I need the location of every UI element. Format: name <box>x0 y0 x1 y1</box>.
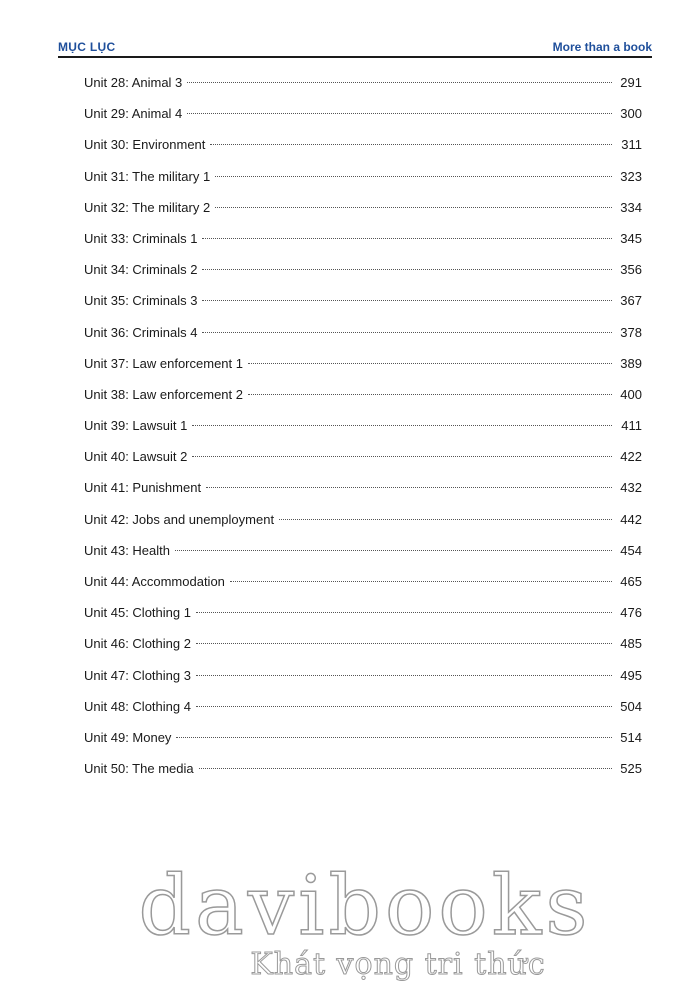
toc-entry-page: 514 <box>620 729 642 745</box>
toc-leader-dots <box>202 269 612 270</box>
toc-entry-page: 495 <box>620 667 642 683</box>
toc-leader-dots <box>279 519 612 520</box>
toc-entry-page: 291 <box>620 75 642 90</box>
toc-entry-page: 422 <box>620 449 642 465</box>
toc-leader-dots <box>248 394 612 395</box>
toc-entry-title: Unit 28: Animal 3 <box>84 75 183 90</box>
page-header <box>58 38 652 58</box>
toc-entry-title: Unit 42: Jobs and unemployment <box>84 511 275 527</box>
toc-entry-page: 442 <box>620 511 642 527</box>
toc-leader-dots <box>199 768 612 769</box>
toc-leader-dots <box>248 363 612 364</box>
book-tagline: More than a book <box>552 40 652 54</box>
toc-entry[interactable] <box>84 354 642 385</box>
toc-entry-title: Unit 44: Accommodation <box>84 574 225 589</box>
table-of-contents <box>84 73 642 790</box>
toc-leader-dots <box>230 581 612 582</box>
toc-entry[interactable] <box>84 728 642 759</box>
toc-leader-dots <box>187 82 612 83</box>
toc-entry[interactable] <box>84 572 642 603</box>
toc-entry-page: 400 <box>620 386 642 402</box>
toc-leader-dots <box>206 487 612 488</box>
toc-entry-page: 356 <box>620 262 642 278</box>
toc-entry-page: 300 <box>620 106 642 122</box>
toc-leader-dots <box>202 238 612 239</box>
toc-entry-page: 454 <box>620 542 642 558</box>
toc-entry[interactable] <box>84 759 642 790</box>
toc-entry-page: 411 <box>621 418 642 434</box>
toc-entry-page: 485 <box>620 636 642 652</box>
toc-entry-title: Unit 35: Criminals 3 <box>84 293 198 309</box>
toc-leader-dots <box>196 643 612 644</box>
toc-entry-page: 334 <box>620 199 642 215</box>
toc-entry[interactable] <box>84 229 642 260</box>
toc-entry[interactable] <box>84 666 642 697</box>
toc-entry-title: Unit 38: Law enforcement 2 <box>84 386 243 402</box>
toc-entry-page: 311 <box>621 137 642 153</box>
watermark-logo: davibooks <box>138 859 592 954</box>
toc-entry-page: 465 <box>620 574 642 589</box>
toc-leader-dots <box>187 113 612 114</box>
toc-entry-title: Unit 32: The military 2 <box>84 199 211 215</box>
toc-entry[interactable] <box>84 510 642 541</box>
toc-entry[interactable] <box>84 73 642 104</box>
toc-entry[interactable] <box>84 541 642 572</box>
toc-leader-dots <box>176 737 612 738</box>
toc-leader-dots <box>192 456 612 457</box>
toc-entry[interactable] <box>84 135 642 166</box>
toc-entry[interactable] <box>84 260 642 291</box>
toc-entry-title: Unit 31: The military 1 <box>84 168 211 184</box>
toc-leader-dots <box>196 706 612 707</box>
toc-entry[interactable] <box>84 385 642 416</box>
toc-entry-title: Unit 40: Lawsuit 2 <box>84 449 188 465</box>
toc-entry-page: 367 <box>620 293 642 309</box>
toc-entry-title: Unit 49: Money <box>84 729 172 745</box>
toc-entry-title: Unit 36: Criminals 4 <box>84 324 198 340</box>
toc-leader-dots <box>202 300 612 301</box>
toc-entry-page: 323 <box>620 168 642 184</box>
toc-leader-dots <box>215 207 612 208</box>
toc-entry-title: Unit 37: Law enforcement 1 <box>84 355 243 371</box>
toc-entry-page: 378 <box>620 324 642 340</box>
toc-entry-title: Unit 41: Punishment <box>84 480 202 496</box>
watermark-slogan: Khát vọng tri thức <box>250 947 546 982</box>
section-title: MỤC LỤC <box>58 40 116 54</box>
toc-entry[interactable] <box>84 697 642 728</box>
toc-entry-title: Unit 30: Environment <box>84 137 206 153</box>
toc-entry-title: Unit 34: Criminals 2 <box>84 262 198 278</box>
watermark <box>0 859 700 982</box>
toc-entry[interactable] <box>84 478 642 509</box>
toc-leader-dots <box>192 425 612 426</box>
toc-entry[interactable] <box>84 416 642 447</box>
toc-entry-title: Unit 43: Health <box>84 542 170 558</box>
toc-leader-dots <box>196 675 612 676</box>
toc-entry-title: Unit 33: Criminals 1 <box>84 230 198 246</box>
toc-leader-dots <box>215 176 612 177</box>
toc-entry-page: 525 <box>620 761 642 777</box>
toc-entry-title: Unit 46: Clothing 2 <box>84 636 191 652</box>
toc-entry-title: Unit 39: Lawsuit 1 <box>84 418 188 434</box>
toc-entry-page: 476 <box>620 605 642 621</box>
toc-entry[interactable] <box>84 323 642 354</box>
toc-entry[interactable] <box>84 603 642 634</box>
toc-entry-title: Unit 48: Clothing 4 <box>84 698 191 714</box>
toc-entry-page: 345 <box>620 230 642 246</box>
toc-entry[interactable] <box>84 167 642 198</box>
toc-leader-dots <box>202 332 612 333</box>
toc-entry[interactable] <box>84 447 642 478</box>
toc-entry-title: Unit 29: Animal 4 <box>84 106 183 122</box>
toc-entry[interactable] <box>84 634 642 665</box>
toc-entry-page: 389 <box>620 355 642 371</box>
toc-leader-dots <box>175 550 612 551</box>
toc-leader-dots <box>210 144 612 145</box>
toc-entry-title: Unit 45: Clothing 1 <box>84 605 191 621</box>
toc-entry[interactable] <box>84 104 642 135</box>
toc-entry-page: 432 <box>620 480 642 496</box>
toc-entry-title: Unit 47: Clothing 3 <box>84 667 191 683</box>
toc-entry-title: Unit 50: The media <box>84 761 194 777</box>
toc-entry[interactable] <box>84 291 642 322</box>
toc-leader-dots <box>196 612 612 613</box>
toc-entry[interactable] <box>84 198 642 229</box>
toc-entry-page: 504 <box>620 698 642 714</box>
